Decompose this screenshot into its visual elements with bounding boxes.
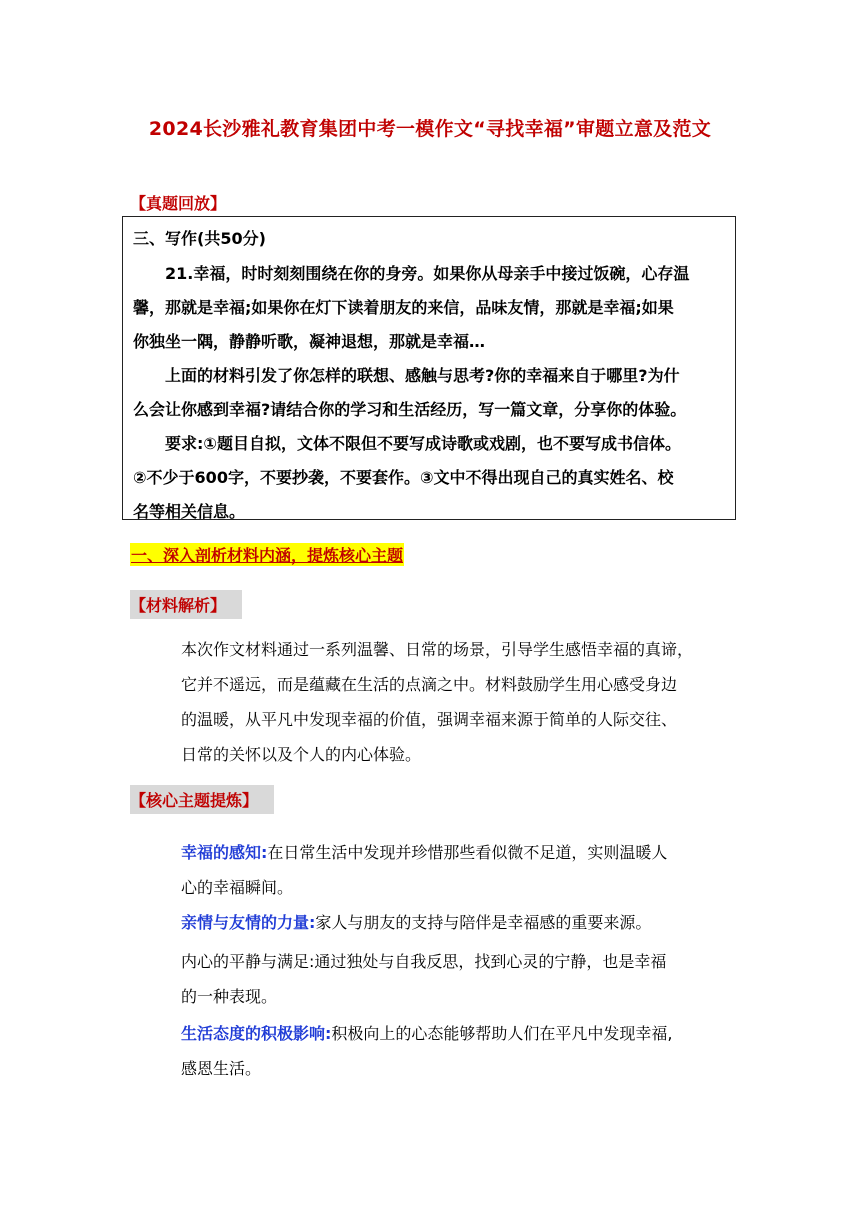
exam-line: 你独坐一隅，静静听歌，凝神退想，那就是幸福…: [133, 332, 486, 351]
analysis-line: 的温暖，从平凡中发现幸福的价值，强调幸福来源于简单的人际交往、: [181, 710, 678, 729]
analysis-line: 日常的关怀以及个人的内心体验。: [181, 745, 422, 764]
theme-continuation: 的一种表现。: [181, 987, 278, 1006]
review-label: 【真题回放】: [130, 194, 227, 213]
theme-text: 积极向上的心态能够帮助人们在平凡中发现幸福,: [331, 1024, 673, 1043]
analysis-label: 【材料解析】: [130, 590, 242, 619]
exam-question-box: [122, 216, 736, 520]
exam-line: 名等相关信息。: [133, 502, 246, 521]
exam-line: 么会让你感到幸福?请结合你的学习和生活经历，写一篇文章，分享你的体验。: [133, 400, 687, 419]
theme-item: [181, 910, 651, 933]
exam-line: 21.幸福，时时刻刻围绕在你的身旁。如果你从母亲手中接过饭碗，心存温: [165, 264, 690, 283]
analysis-line: 它并不遥远，而是蕴藏在生活的点滴之中。材料鼓励学生用心感受身边: [181, 675, 678, 694]
theme-text: 家人与朋友的支持与陪伴是幸福感的重要来源。: [315, 913, 652, 932]
theme-keyword: 幸福的感知:: [181, 843, 268, 862]
exam-line: 馨，那就是幸福;如果你在灯下读着朋友的来信，品味友情，那就是幸福;如果: [133, 298, 674, 317]
theme-item: [181, 840, 667, 863]
exam-line: 要求:①题目自拟，文体不限但不要写成诗歌或戏剧，也不要写成书信体。: [165, 434, 681, 453]
theme-keyword: 生活态度的积极影响:: [181, 1024, 332, 1043]
analysis-line: 本次作文材料通过一系列温馨、日常的场景，引导学生感悟幸福的真谛，: [181, 640, 694, 659]
theme-keyword: 亲情与友情的力量:: [181, 913, 316, 932]
theme-continuation: 感恩生活。: [181, 1059, 262, 1078]
page-title: 2024长沙雅礼教育集团中考一模作文“寻找幸福”审题立意及范文: [148, 118, 712, 140]
core-theme-label: 【核心主题提炼】: [130, 785, 274, 814]
theme-continuation: 心的幸福瞬间。: [181, 878, 294, 897]
exam-line: ②不少于600字，不要抄袭，不要套作。③文中不得出现自己的真实姓名、校: [133, 468, 674, 487]
theme-item: 内心的平静与满足:通过独处与自我反思，找到心灵的宁静，也是幸福: [181, 952, 667, 971]
section-heading: 一、深入剖析材料内涵，提炼核心主题: [130, 543, 404, 566]
theme-item: [181, 1021, 673, 1044]
exam-line: 上面的材料引发了你怎样的联想、感触与思考?你的幸福来自于哪里?为什: [165, 366, 680, 385]
exam-heading: 三、写作(共50分): [133, 229, 266, 248]
theme-text: 在日常生活中发现并珍惜那些看似微不足道，实则温暖人: [267, 843, 668, 862]
